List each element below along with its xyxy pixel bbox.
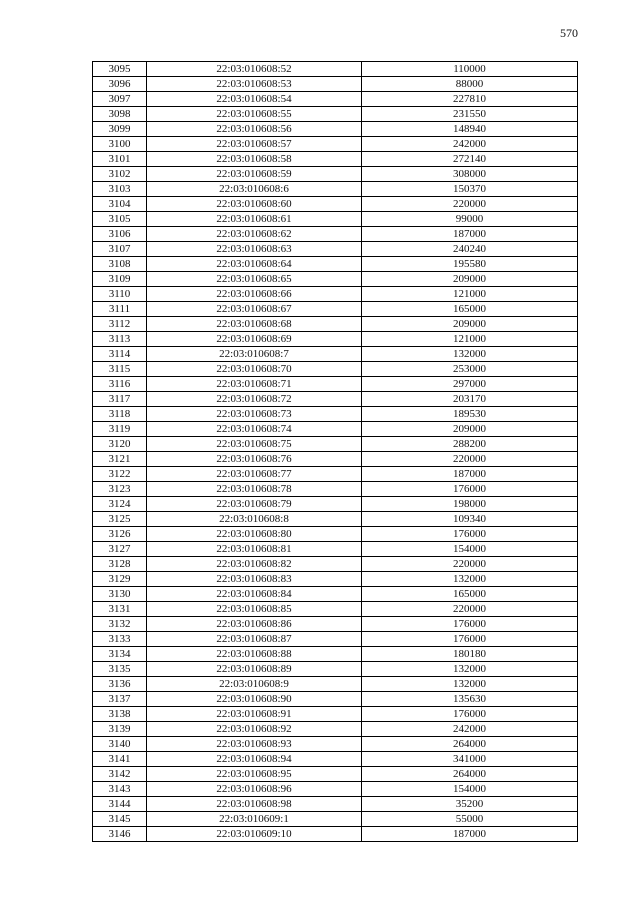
- cadastral-number-cell: 22:03:010608:84: [147, 587, 362, 602]
- cadastral-number-cell: 22:03:010608:8: [147, 512, 362, 527]
- row-number-cell: 3108: [93, 257, 147, 272]
- table-row: [93, 647, 578, 662]
- cadastral-number-cell: 22:03:010608:94: [147, 752, 362, 767]
- row-number-cell: 3122: [93, 467, 147, 482]
- cadastral-value-cell: 242000: [362, 137, 578, 152]
- cadastral-number-cell: 22:03:010608:72: [147, 392, 362, 407]
- cadastral-number-cell: 22:03:010608:7: [147, 347, 362, 362]
- table-row: [93, 797, 578, 812]
- table-row: [93, 377, 578, 392]
- table-body: [93, 62, 578, 842]
- cadastral-number-cell: 22:03:010608:78: [147, 482, 362, 497]
- table-row: [93, 227, 578, 242]
- table-row: [93, 257, 578, 272]
- row-number-cell: 3104: [93, 197, 147, 212]
- cadastral-number-cell: 22:03:010608:66: [147, 287, 362, 302]
- row-number-cell: 3126: [93, 527, 147, 542]
- cadastral-value-cell: 135630: [362, 692, 578, 707]
- cadastral-value-cell: 297000: [362, 377, 578, 392]
- cadastral-value-cell: 132000: [362, 347, 578, 362]
- cadastral-value-cell: 88000: [362, 77, 578, 92]
- cadastral-value-cell: 209000: [362, 272, 578, 287]
- cadastral-value-cell: 176000: [362, 482, 578, 497]
- table-row: [93, 62, 578, 77]
- cadastral-number-cell: 22:03:010608:55: [147, 107, 362, 122]
- cadastral-number-cell: 22:03:010609:10: [147, 827, 362, 842]
- table-row: [93, 722, 578, 737]
- cadastral-number-cell: 22:03:010608:90: [147, 692, 362, 707]
- row-number-cell: 3142: [93, 767, 147, 782]
- cadastral-value-cell: 203170: [362, 392, 578, 407]
- table-row: [93, 827, 578, 842]
- cadastral-value-cell: 264000: [362, 767, 578, 782]
- cadastral-number-cell: 22:03:010608:98: [147, 797, 362, 812]
- cadastral-value-cell: 187000: [362, 467, 578, 482]
- row-number-cell: 3120: [93, 437, 147, 452]
- row-number-cell: 3102: [93, 167, 147, 182]
- cadastral-number-cell: 22:03:010608:62: [147, 227, 362, 242]
- cadastral-value-cell: 180180: [362, 647, 578, 662]
- table-row: [93, 302, 578, 317]
- row-number-cell: 3106: [93, 227, 147, 242]
- cadastral-number-cell: 22:03:010608:70: [147, 362, 362, 377]
- cadastral-value-cell: 209000: [362, 422, 578, 437]
- table-row: [93, 482, 578, 497]
- row-number-cell: 3100: [93, 137, 147, 152]
- table-row: [93, 212, 578, 227]
- cadastral-number-cell: 22:03:010608:53: [147, 77, 362, 92]
- table-row: [93, 557, 578, 572]
- cadastral-value-cell: 220000: [362, 602, 578, 617]
- row-number-cell: 3118: [93, 407, 147, 422]
- row-number-cell: 3129: [93, 572, 147, 587]
- cadastral-number-cell: 22:03:010608:64: [147, 257, 362, 272]
- row-number-cell: 3099: [93, 122, 147, 137]
- cadastral-number-cell: 22:03:010608:52: [147, 62, 362, 77]
- row-number-cell: 3121: [93, 452, 147, 467]
- cadastral-number-cell: 22:03:010608:73: [147, 407, 362, 422]
- cadastral-number-cell: 22:03:010608:83: [147, 572, 362, 587]
- row-number-cell: 3135: [93, 662, 147, 677]
- cadastral-value-cell: 165000: [362, 587, 578, 602]
- table-row: [93, 242, 578, 257]
- cadastral-value-cell: 220000: [362, 557, 578, 572]
- cadastral-value-cell: 189530: [362, 407, 578, 422]
- cadastral-number-cell: 22:03:010608:57: [147, 137, 362, 152]
- cadastral-value-cell: 176000: [362, 707, 578, 722]
- row-number-cell: 3136: [93, 677, 147, 692]
- table-row: [93, 512, 578, 527]
- table-row: [93, 452, 578, 467]
- table-row: [93, 182, 578, 197]
- cadastral-number-cell: 22:03:010608:91: [147, 707, 362, 722]
- cadastral-value-cell: 220000: [362, 197, 578, 212]
- cadastral-number-cell: 22:03:010608:59: [147, 167, 362, 182]
- table-row: [93, 77, 578, 92]
- cadastral-value-cell: 35200: [362, 797, 578, 812]
- cadastral-number-cell: 22:03:010608:6: [147, 182, 362, 197]
- cadastral-value-cell: 132000: [362, 677, 578, 692]
- table-row: [93, 467, 578, 482]
- cadastral-value-cell: 132000: [362, 662, 578, 677]
- row-number-cell: 3103: [93, 182, 147, 197]
- cadastral-value-cell: 176000: [362, 527, 578, 542]
- cadastral-value-cell: 308000: [362, 167, 578, 182]
- row-number-cell: 3140: [93, 737, 147, 752]
- row-number-cell: 3143: [93, 782, 147, 797]
- cadastral-number-cell: 22:03:010608:9: [147, 677, 362, 692]
- table-row: [93, 497, 578, 512]
- table-row: [93, 272, 578, 287]
- cadastral-value-cell: 121000: [362, 287, 578, 302]
- table-row: [93, 767, 578, 782]
- table-row: [93, 362, 578, 377]
- cadastral-number-cell: 22:03:010608:81: [147, 542, 362, 557]
- row-number-cell: 3117: [93, 392, 147, 407]
- cadastral-number-cell: 22:03:010608:58: [147, 152, 362, 167]
- cadastral-number-cell: 22:03:010608:71: [147, 377, 362, 392]
- table-row: [93, 587, 578, 602]
- row-number-cell: 3130: [93, 587, 147, 602]
- cadastral-value-cell: 341000: [362, 752, 578, 767]
- cadastral-number-cell: 22:03:010608:88: [147, 647, 362, 662]
- cadastral-number-cell: 22:03:010608:54: [147, 92, 362, 107]
- row-number-cell: 3114: [93, 347, 147, 362]
- row-number-cell: 3123: [93, 482, 147, 497]
- table-row: [93, 107, 578, 122]
- cadastral-value-cell: 253000: [362, 362, 578, 377]
- table-row: [93, 347, 578, 362]
- cadastral-value-cell: 154000: [362, 542, 578, 557]
- row-number-cell: 3105: [93, 212, 147, 227]
- table-row: [93, 692, 578, 707]
- row-number-cell: 3127: [93, 542, 147, 557]
- row-number-cell: 3101: [93, 152, 147, 167]
- row-number-cell: 3111: [93, 302, 147, 317]
- row-number-cell: 3115: [93, 362, 147, 377]
- page-number: 570: [560, 26, 578, 40]
- cadastral-value-cell: 240240: [362, 242, 578, 257]
- cadastral-number-cell: 22:03:010608:69: [147, 332, 362, 347]
- cadastral-number-cell: 22:03:010608:68: [147, 317, 362, 332]
- cadastral-value-cell: 198000: [362, 497, 578, 512]
- cadastral-value-cell: 227810: [362, 92, 578, 107]
- row-number-cell: 3107: [93, 242, 147, 257]
- table-row: [93, 92, 578, 107]
- row-number-cell: 3097: [93, 92, 147, 107]
- cadastral-value-cell: 195580: [362, 257, 578, 272]
- cadastral-number-cell: 22:03:010608:75: [147, 437, 362, 452]
- row-number-cell: 3112: [93, 317, 147, 332]
- cadastral-value-cell: 231550: [362, 107, 578, 122]
- cadastral-number-cell: 22:03:010608:67: [147, 302, 362, 317]
- cadastral-number-cell: 22:03:010608:89: [147, 662, 362, 677]
- row-number-cell: 3125: [93, 512, 147, 527]
- row-number-cell: 3109: [93, 272, 147, 287]
- row-number-cell: 3139: [93, 722, 147, 737]
- table-row: [93, 617, 578, 632]
- cadastral-number-cell: 22:03:010608:96: [147, 782, 362, 797]
- cadastral-value-cell: 220000: [362, 452, 578, 467]
- row-number-cell: 3096: [93, 77, 147, 92]
- cadastral-value-cell: 165000: [362, 302, 578, 317]
- cadastral-number-cell: 22:03:010608:76: [147, 452, 362, 467]
- table-row: [93, 542, 578, 557]
- row-number-cell: 3119: [93, 422, 147, 437]
- row-number-cell: 3138: [93, 707, 147, 722]
- table-row: [93, 632, 578, 647]
- table-row: [93, 737, 578, 752]
- table-row: [93, 677, 578, 692]
- row-number-cell: 3098: [93, 107, 147, 122]
- cadastral-value-cell: 242000: [362, 722, 578, 737]
- table-row: [93, 602, 578, 617]
- cadastral-number-cell: 22:03:010608:86: [147, 617, 362, 632]
- table-row: [93, 287, 578, 302]
- cadastral-value-cell: 187000: [362, 227, 578, 242]
- cadastral-value-cell: 187000: [362, 827, 578, 842]
- cadastral-number-cell: 22:03:010608:85: [147, 602, 362, 617]
- table-row: [93, 407, 578, 422]
- table-row: [93, 812, 578, 827]
- row-number-cell: 3145: [93, 812, 147, 827]
- table-row: [93, 152, 578, 167]
- table-row: [93, 437, 578, 452]
- table-row: [93, 707, 578, 722]
- row-number-cell: 3144: [93, 797, 147, 812]
- table-row: [93, 317, 578, 332]
- table-row: [93, 422, 578, 437]
- cadastral-value-cell: 176000: [362, 632, 578, 647]
- cadastral-value-cell: 154000: [362, 782, 578, 797]
- table-row: [93, 782, 578, 797]
- cadastral-value-cell: 121000: [362, 332, 578, 347]
- cadastral-value-cell: 288200: [362, 437, 578, 452]
- table-row: [93, 137, 578, 152]
- row-number-cell: 3110: [93, 287, 147, 302]
- cadastral-value-cell: 209000: [362, 317, 578, 332]
- row-number-cell: 3124: [93, 497, 147, 512]
- cadastral-number-cell: 22:03:010608:95: [147, 767, 362, 782]
- table-row: [93, 122, 578, 137]
- cadastral-number-cell: 22:03:010608:92: [147, 722, 362, 737]
- cadastral-number-cell: 22:03:010608:82: [147, 557, 362, 572]
- cadastral-value-cell: 264000: [362, 737, 578, 752]
- row-number-cell: 3128: [93, 557, 147, 572]
- table-row: [93, 752, 578, 767]
- cadastral-value-cell: 176000: [362, 617, 578, 632]
- table-row: [93, 572, 578, 587]
- cadastral-value-cell: 99000: [362, 212, 578, 227]
- cadastral-number-cell: 22:03:010608:60: [147, 197, 362, 212]
- row-number-cell: 3134: [93, 647, 147, 662]
- cadastral-value-cell: 110000: [362, 62, 578, 77]
- cadastral-number-cell: 22:03:010608:93: [147, 737, 362, 752]
- table-row: [93, 527, 578, 542]
- cadastral-number-cell: 22:03:010608:80: [147, 527, 362, 542]
- cadastral-number-cell: 22:03:010609:1: [147, 812, 362, 827]
- cadastral-number-cell: 22:03:010608:56: [147, 122, 362, 137]
- table-row: [93, 197, 578, 212]
- cadastral-number-cell: 22:03:010608:61: [147, 212, 362, 227]
- table-row: [93, 332, 578, 347]
- row-number-cell: 3146: [93, 827, 147, 842]
- cadastral-value-cell: 55000: [362, 812, 578, 827]
- cadastral-number-cell: 22:03:010608:65: [147, 272, 362, 287]
- row-number-cell: 3131: [93, 602, 147, 617]
- cadastral-value-table: [92, 61, 578, 842]
- row-number-cell: 3132: [93, 617, 147, 632]
- cadastral-value-cell: 150370: [362, 182, 578, 197]
- cadastral-number-cell: 22:03:010608:74: [147, 422, 362, 437]
- row-number-cell: 3141: [93, 752, 147, 767]
- cadastral-number-cell: 22:03:010608:63: [147, 242, 362, 257]
- row-number-cell: 3095: [93, 62, 147, 77]
- row-number-cell: 3113: [93, 332, 147, 347]
- cadastral-number-cell: 22:03:010608:77: [147, 467, 362, 482]
- cadastral-value-cell: 109340: [362, 512, 578, 527]
- table-row: [93, 167, 578, 182]
- cadastral-number-cell: 22:03:010608:87: [147, 632, 362, 647]
- cadastral-number-cell: 22:03:010608:79: [147, 497, 362, 512]
- cadastral-value-cell: 132000: [362, 572, 578, 587]
- cadastral-value-cell: 272140: [362, 152, 578, 167]
- table-row: [93, 662, 578, 677]
- row-number-cell: 3116: [93, 377, 147, 392]
- row-number-cell: 3137: [93, 692, 147, 707]
- row-number-cell: 3133: [93, 632, 147, 647]
- table-row: [93, 392, 578, 407]
- cadastral-value-cell: 148940: [362, 122, 578, 137]
